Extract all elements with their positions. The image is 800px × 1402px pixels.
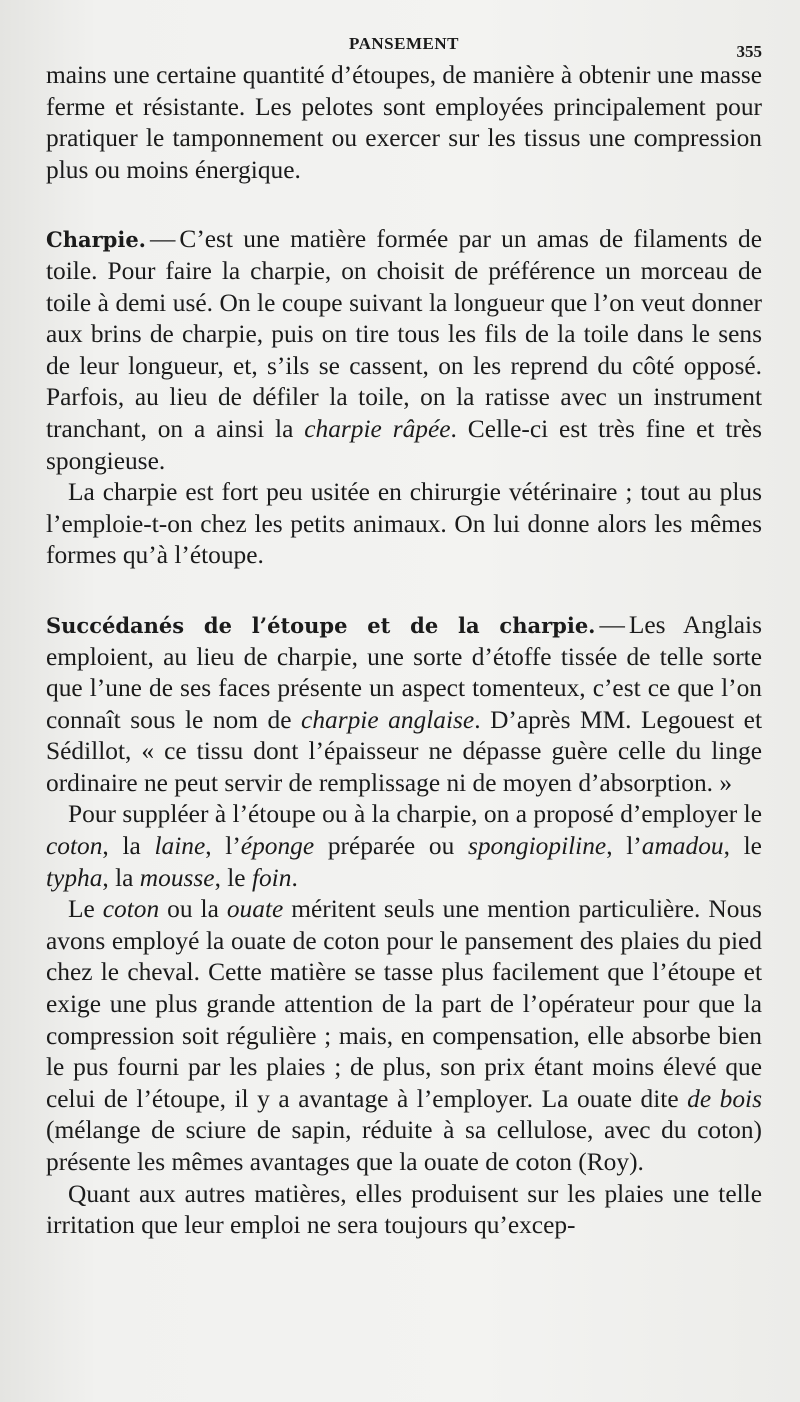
italic-term: mousse <box>139 863 215 892</box>
paragraph-text: , le <box>214 863 252 892</box>
italic-term: amadou <box>641 832 724 861</box>
paragraph-text: , l’ <box>606 832 642 861</box>
paragraph-text: préparée ou <box>314 832 468 861</box>
paragraph-charpie-usage: La charpie est fort peu usitée en chirurgie vétérinaire ; tout au plus l’emploie-t-on chez les petits animaux. On lui donne alors les mêmes formes qu’à l’étoupe. <box>46 478 762 570</box>
paragraph-text: . Celle-ci est très fine et très spongieuse. <box>46 414 762 475</box>
heading-dash: — <box>150 225 176 254</box>
paragraph-text: ou la <box>159 895 227 924</box>
italic-term: coton <box>46 832 103 861</box>
italic-term: foin <box>251 863 292 892</box>
section-heading-charpie: Charpie. <box>46 227 146 253</box>
running-title: PANSEMENT <box>349 34 459 53</box>
paragraph-text: , la <box>102 832 155 861</box>
paragraph-text: Pour suppléer à l’étoupe ou à la charpie, on a proposé d’employer le <box>68 800 762 829</box>
paragraph-materials <box>46 799 762 894</box>
italic-term: éponge <box>240 832 315 861</box>
paragraph-succedanes <box>46 610 762 800</box>
body-text <box>46 60 762 1242</box>
page-header <box>46 30 762 60</box>
paragraph-text: . <box>291 863 298 892</box>
paragraph-autres-matieres: Quant aux autres matières, elles produisent sur les plaies une telle irritation que leur emploi ne sera toujours qu’excep- <box>46 1179 762 1240</box>
paragraph-charpie <box>46 224 762 477</box>
paragraph-text: C’est une matière formée par un amas de filaments de toile. Pour faire la charpie, on choisit de préférence un morceau de toile à demi usé. On le coupe suivant la longueur que l’on veut donner aux brins de charpie, puis on tire tous les fils de la toile dans le sens de leur longueur, et, s’ils se cassent, on les reprend du côté opposé. Parfois, au lieu de défiler la toile, on la ratisse avec un instrument tranchant, on a ainsi la <box>46 225 762 443</box>
italic-term: typha <box>46 863 103 892</box>
italic-term: charpie anglaise <box>301 705 475 734</box>
page-number: 355 <box>736 42 762 61</box>
italic-term: coton <box>102 895 160 924</box>
paragraph-text: (mélange de sciure de sapin, réduite à sa cellulose, avec du coton) présente les mêmes avantages que la ouate de coton (Roy). <box>46 1116 762 1176</box>
heading-dash: — <box>599 610 625 639</box>
italic-term: spongiopiline <box>467 832 607 861</box>
paragraph-text: , la <box>102 863 140 892</box>
paragraph-text: , l’ <box>205 832 241 861</box>
italic-term: ouate <box>226 895 284 924</box>
paragraph-text: Le <box>68 895 103 924</box>
italic-term: de bois <box>687 1084 762 1113</box>
italic-term: charpie râpée <box>304 414 451 443</box>
italic-term: laine <box>154 832 206 861</box>
section-heading-succedanes: Succédanés de l’étoupe et de la charpie. <box>46 612 596 638</box>
paragraph-text: . D’après MM. Legouest et Sédillot, « ce tissu dont l’épaisseur ne dépasse guère celle du linge ordinaire ne peut servir de remplissage ni de moyen d’absorption. » <box>46 705 762 797</box>
paragraph-coton <box>46 894 762 1178</box>
paragraph-text: , le <box>723 832 762 861</box>
paragraph-pelotes: mains une certaine quantité d’étoupes, de manière à obtenir une masse ferme et résistante. Les pelotes sont employées principalement pour pratiquer le tamponnement ou exercer sur les tissus une compression plus ou moins énergique. <box>46 61 762 184</box>
paragraph-text: méritent seuls une mention particulière. Nous avons employé la ouate de coton pour le pansement des plaies du pied chez le cheval. Cette matière se tasse plus facilement que l’étoupe et exige une plus grande attention de la part de l’opérateur pour que la compression soit régulière ; mais, en compensation, elle absorbe bien le pus fourni par les plaies ; de plus, son prix étant moins élevé que celui de l’étoupe, il y a avantage à l’employer. La ouate dite <box>46 895 762 1113</box>
paragraph-text: Les Anglais emploient, au lieu de charpie, une sorte d’étoffe tissée de telle sorte que l’une de ses faces présente un aspect tomenteux, c’est ce que l’on connaît sous le nom de <box>46 610 762 734</box>
